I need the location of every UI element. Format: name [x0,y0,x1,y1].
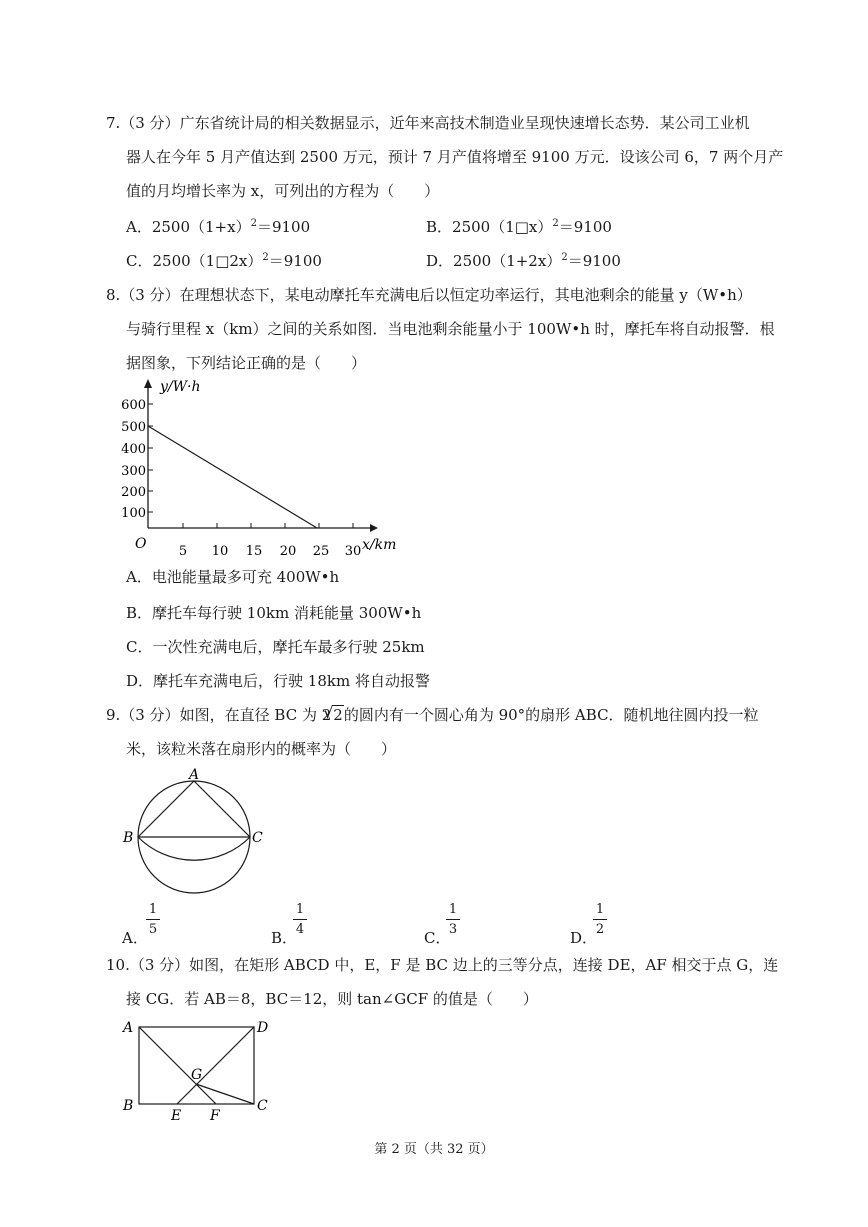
y-tick-label: 400 [121,442,146,457]
rectangle-abcd [139,1027,254,1104]
origin-label: O [135,536,147,552]
x-axis-label: x/km [362,537,397,553]
x-axis-arrow [370,524,378,532]
y-tick-label: 300 [121,464,146,479]
point-b-label: B [123,830,134,846]
q7-line1: 7.（3 分）广东省统计局的相关数据显示，近年来高技术制造业呈现快速增长态势．某公司工业机 [106,114,750,132]
point-a-label: A [189,767,200,783]
page-footer: 第 2 页（共 32 页） [374,1142,494,1157]
x-tick-label: 10 [211,544,229,559]
point-f-label: F [210,1108,220,1124]
segment-af [139,1027,216,1104]
point-b-label: B [123,1098,134,1114]
q7-option-c: C．2500（1□2x）$^2$＝9100 [126,252,322,270]
x-tick-label: 20 [279,544,297,559]
point-e-label: E [171,1108,182,1124]
y-tick-label: 500 [121,420,146,435]
q7-line2: 器人在今年 5 月产值达到 2500 万元，预计 7 月产值将增至 9100 万元．设该公司 6，7 两个月产 [126,148,784,166]
x-tick-label: 30 [344,544,362,559]
x-tick-label: 25 [312,544,330,559]
x-tick-label: 5 [178,544,188,559]
q10-rectangle-figure [118,1012,278,1124]
q9-line2: 米，该粒米落在扇形内的概率为（ ） [126,740,397,758]
q9-circle-figure [118,764,278,894]
q7-option-a: A．$2500(1+x)^2=9100$ [126,218,311,236]
y-axis-label: y/W·h [160,379,201,395]
segment-ab [138,781,194,837]
q7-option-d: D．$2500(1+2x)^2=9100$ [426,252,621,270]
point-d-label: D [257,1020,269,1036]
q8-option-b: B．摩托车每行驶 10km 消耗能量 300W•h [126,604,422,622]
energy-line [148,426,317,528]
segment-de [177,1027,254,1104]
y-tick-label: 100 [121,506,146,521]
segment-cg [196,1084,254,1104]
point-c-label: C [257,1098,268,1114]
x-tick-label: 15 [245,544,263,559]
sector-arc [138,837,250,860]
point-a-label: A [123,1020,134,1036]
q10-line2: 接 CG．若 AB＝8，BC＝12，则 tan∠GCF 的值是（ ） [126,990,538,1008]
point-c-label: C [252,830,263,846]
y-axis-arrow [144,379,152,388]
y-tick-label: 200 [121,485,146,500]
q9-line1: 9.（3 分）如图，在直径 BC 为 2√ 2的圆内有一个圆心角为 90°的扇形 ABC．随机地往圆内投一粒 [106,704,759,725]
q8-line2: 与骑行里程 x（km）之间的关系如图．当电池剩余能量小于 100W•h 时，摩托车将自动报警．根 [126,320,775,338]
q8-line1: 8.（3 分）在理想状态下，某电动摩托车充满电后以恒定功率运行，其电池剩余的能量 y（W•h） [106,286,752,304]
segment-ac [194,781,250,837]
y-tick-label: 600 [121,398,146,413]
q7-option-b: B．2500（1□x）$^2$＝9100 [426,218,612,236]
q8-line3: 据图象，下列结论正确的是（ ） [126,354,367,372]
sqrt-expression: √ 2 [332,705,344,724]
q8-energy-graph [118,372,418,562]
q8-option-d: D．摩托车充满电后，行驶 18km 将自动报警 [126,672,430,690]
q8-option-a: A．电池能量最多可充 400W•h [126,568,340,586]
q7-line3: 值的月均增长率为 x，可列出的方程为（ ） [126,182,440,200]
q8-option-c: C．一次性充满电后，摩托车最多行驶 25km [126,638,425,656]
q10-line1: 10.（3 分）如图，在矩形 ABCD 中，E，F 是 BC 边上的三等分点，连接 DE，AF 相交于点 G，连 [106,956,779,974]
point-g-label: G [191,1067,203,1083]
